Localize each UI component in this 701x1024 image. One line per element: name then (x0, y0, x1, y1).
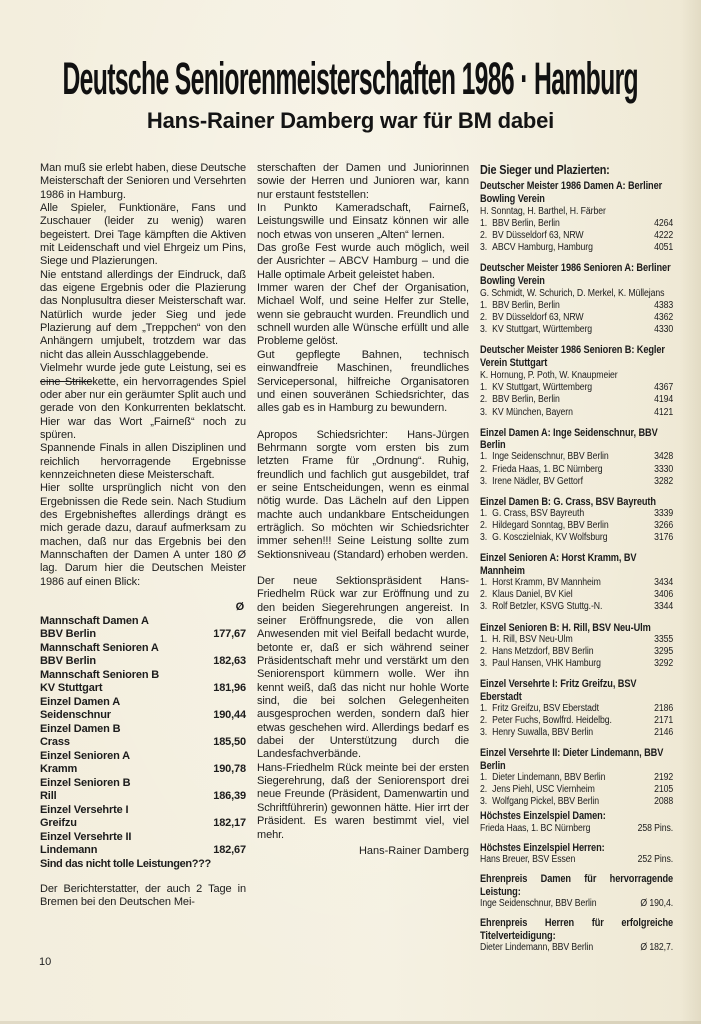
paragraph (40, 202, 246, 269)
ranking-row (480, 451, 673, 463)
page-number: 10 (39, 956, 52, 968)
result-section (480, 262, 673, 336)
rank-number: 1. (480, 382, 488, 394)
ranking-row (480, 646, 673, 658)
competitor-name: Paul Hansen, VHK Hamburg (492, 658, 601, 670)
rank-number: 1. (480, 218, 488, 229)
rank-number: 2. (480, 394, 488, 406)
paragraph (40, 269, 246, 362)
rank-number: 1. (480, 451, 488, 463)
competitor-name: Rolf Betzler, KSVG Stuttg.-N. (492, 601, 603, 613)
average-value: 185,50 (213, 736, 246, 748)
special-awards (480, 810, 673, 954)
result-row (40, 736, 246, 750)
paragraph (40, 162, 246, 202)
ranking-row (480, 407, 673, 419)
pins-total: 3339 (654, 508, 674, 520)
award-title: Ehrenpreis Damen für hervorragende Leistung: (480, 873, 674, 898)
competitor-name: KV Stuttgart, Württemberg (492, 324, 593, 336)
award-title: Ehrenpreis Herren für erfolgreiche Titelverteidigung: (480, 917, 674, 942)
rank-number: 2. (480, 784, 488, 796)
rank-number: 3. (480, 475, 488, 487)
page-subtitle: Hans-Rainer Damberg war für BM dabei (146, 108, 555, 133)
page-title: Deutsche Seniorenmeisterschaften 1986 · Hamburg (62, 53, 639, 104)
section-title: Deutscher Meister 1986 Damen A: Berliner Bowling Verein (480, 180, 663, 205)
special-award (480, 873, 673, 910)
award-title: Höchstes Einzelspiel Herren: (480, 841, 605, 854)
competitor-name: Frieda Haas, 1. BC Nürnberg (492, 463, 603, 475)
result-category: Einzel Damen A (40, 695, 121, 708)
result-section (480, 427, 673, 488)
result-section (480, 180, 673, 254)
text-segment: kette, ein hervorragendes Spiel oder aber nur ein geräumter Split auch und gerade von den Konkurrenten beklatscht. Hier war das Wort „Fairneß“ noch zu spüren. (40, 375, 246, 441)
continuation-text: Der Berichterstatter, der auch 2 Tage in Bremen bei den Deutschen Mei- (40, 883, 246, 909)
result-category: Einzel Damen B (40, 722, 121, 735)
ranking-row (480, 520, 673, 532)
text-segment: Hans-Friedhelm Rück meinte bei der ersten Siegerehrung, daß der Seniorensport drei neue Freunde (Präsident, Damenwartin und Schriftführerin) gewonnen hätte. Hier irrt der Präsident. Es waren bestimmt viel, viel mehr. (257, 761, 469, 841)
text-segment: In Punkto Kameradschaft, Fairneß, Leistungswille und Einsatz können wir alle noch etwas von unseren „Alten“ lernen. (257, 202, 469, 241)
special-award (480, 842, 673, 867)
result-row (40, 709, 246, 723)
award-value: 258 Pins. (637, 822, 674, 834)
competitor-name: ABCV Hamburg, Hamburg (492, 242, 593, 254)
section-title: Einzel Senioren B: H. Rill, BSV Neu-Ulm (480, 621, 651, 634)
winner-name: Kramm (40, 763, 78, 775)
competitor-name: Peter Fuchs, Bowlfrd. Heidelbg. (492, 715, 612, 727)
ranking-row (480, 577, 673, 589)
result-row (40, 655, 246, 669)
text-segment: Nie entstand allerdings der Eindruck, daß das eigene Ergebnis oder die Plazierung das Nonplusultra dieser Meisterschaft war. Natürlich wurde jeder Sieg und jede Plazierung auf dem „Treppchen“ von den Anhängern umjubelt, trotzdem war das nicht das allein Ausschlaggebende. (40, 268, 246, 361)
competitor-name: BBV Berlin, Berlin (492, 218, 560, 229)
winner-name: Seidenschnur (40, 709, 111, 721)
ranking-row (480, 772, 673, 784)
ranking-row (480, 715, 673, 727)
result-row (40, 628, 246, 642)
award-value: 252 Pins. (637, 854, 674, 866)
competitor-name: Wolfgang Pickel, BBV Berlin (492, 796, 599, 808)
rank-number: 3. (480, 658, 488, 670)
result-sections (480, 180, 673, 808)
average-value: 182,63 (213, 655, 246, 667)
ranking-row (480, 508, 673, 520)
pins-total: 2088 (654, 796, 674, 808)
award-winner: Hans Breuer, BSV Essen (480, 854, 576, 866)
winner-name: Crass (40, 736, 70, 748)
rank-number: 2. (480, 230, 488, 242)
result-section (480, 747, 673, 808)
paragraph (257, 282, 469, 349)
paragraph (257, 575, 469, 762)
result-section (480, 344, 673, 418)
pins-total: 3292 (654, 658, 674, 670)
section-title: Deutscher Meister 1986 Senioren B: Kegler Verein Stuttgart (480, 344, 665, 369)
competitor-name: KV München, Bayern (492, 406, 573, 418)
pins-total: 3344 (654, 601, 674, 613)
text-segment: Gut gepflegte Bahnen, technisch einwandfreie Maschinen, freundliches Servicepersonal, hilfreiche Organisatoren und einen souveränen Schiedsrichter, das alles gab es in Hamburg zu bewundern. (257, 348, 469, 415)
team-players: G. Schmidt, W. Schurich, D. Merkel, K. Müllejans (480, 288, 665, 300)
result-category: Einzel Senioren A (40, 749, 130, 762)
section-title: Einzel Senioren A: Horst Kramm, BV Mannheim (480, 552, 637, 577)
special-award (480, 917, 673, 954)
competitor-name: BBV Berlin, Berlin (492, 394, 560, 406)
text-segment: sterschaften der Damen und Juniorinnen sowie der Herren und Junioren war, kann nur erstaunt feststellen: (257, 162, 469, 201)
rank-number: 1. (480, 703, 488, 715)
rank-number: 3. (480, 324, 488, 336)
ranking-row (480, 464, 673, 476)
special-award (480, 810, 673, 835)
team-players: H. Sonntag, H. Barthel, H. Färber (480, 205, 606, 217)
result-category: Einzel Versehrte I (40, 803, 129, 816)
pins-total: 4121 (654, 406, 674, 418)
winner-name: BBV Berlin (40, 628, 96, 640)
competitor-name: G. Kosczielniak, KV Wolfsburg (492, 532, 608, 544)
struck-text: eine Strike (40, 375, 93, 388)
paragraph (40, 442, 246, 482)
result-category: Mannschaft Senioren A (40, 641, 159, 654)
average-value: 186,39 (213, 790, 246, 802)
ranking-row (480, 218, 673, 230)
pins-total: 2105 (654, 784, 674, 796)
ranking-row (480, 703, 673, 715)
paragraph (257, 242, 469, 282)
team-players: K. Hornung, P. Poth, W. Knaupmeier (480, 370, 618, 382)
paragraph (257, 202, 469, 242)
text-segment: Vielmehr wurde jede gute Leistung, sei es (40, 362, 246, 375)
award-winner: Inge Seidenschnur, BBV Berlin (480, 898, 597, 910)
column-2-paragraphs (257, 162, 469, 842)
average-value: 190,44 (213, 709, 246, 721)
column-2 (257, 162, 469, 954)
results-footer: Sind das nicht tolle Leistungen??? (40, 857, 211, 870)
pins-total: 3282 (654, 475, 674, 487)
rank-number: 3. (480, 532, 488, 544)
rank-number: 2. (480, 463, 488, 475)
rank-number: 2. (480, 715, 488, 727)
average-value: 182,17 (213, 817, 246, 829)
title-wrap (0, 53, 701, 104)
pins-total: 3355 (654, 633, 674, 645)
section-title: Einzel Versehrte I: Fritz Greifzu, BSV Eberstadt (480, 678, 637, 703)
rank-number: 1. (480, 577, 488, 589)
text-segment: Hier sollte ursprünglich nicht von den Ergebnissen die Rede sein. Nach Studium des Ergebnisheftes allerdings drängt es mich gerade dazu, darauf aufmerksam zu machen, daß nur das Ergebnis bei den Mannschaften der Damen A unter 180 Ø lag. Darum hier die Deutschen Meister 1986 auf einen Blick: (40, 482, 246, 588)
ranking-row (480, 634, 673, 646)
rank-number: 3. (480, 796, 488, 808)
ranking-row (480, 394, 673, 406)
award-row (480, 854, 673, 866)
pins-total: 4051 (654, 242, 674, 254)
text-segment: Der neue Sektionspräsident Hans-Friedhelm Rück war zur Eröffnung und zu den beiden Siegerehrungen angereist. In seiner Eröffnungsrede, die von allen Anwesenden mit viel Beifall bedacht wurde, betonte er, daß er sich während seiner Präsidentschaft mehr und verstärkt um den Seniorensport kümmern wolle. Wer ihn kennt weiß, daß das nicht nur hohle Worte sind, die bei solchen Gelegenheiten ausgesprochen werden, sondern daß hier etwas geschehen wird. Allerdings bedarf es dabei der Unterstützung durch die Landesfachverbände. (257, 574, 469, 761)
ranking-row (480, 784, 673, 796)
text-segment: Immer waren der Chef der Organisation, Michael Wolf, und seine Helfer zur Stelle, wenn sie gebraucht wurden. Freundlich und schnell wurden alle Wünsche erfüllt und alle Probleme gelöst. (257, 282, 469, 348)
rank-number: 2. (480, 312, 488, 324)
result-row (40, 817, 246, 831)
award-value: Ø 182,7. (640, 942, 674, 954)
pins-total: 4194 (654, 394, 674, 406)
paragraph (257, 162, 469, 202)
result-row (40, 844, 246, 858)
pins-total: 2192 (654, 772, 674, 784)
competitor-name: G. Crass, BSV Bayreuth (492, 508, 585, 520)
average-symbol-header: Ø (235, 601, 244, 613)
ranking-row (480, 242, 673, 254)
winner-name: KV Stuttgart (40, 682, 103, 694)
text-segment: Spannende Finals in allen Disziplinen und reichlich hervorragende Ergebnisse kennzeichneten diese Meisterschaft. (40, 442, 246, 481)
competitor-name: Henry Suwalla, BBV Berlin (492, 727, 594, 739)
winner-name: Lindemann (40, 844, 98, 856)
pins-total: 3176 (654, 532, 674, 544)
pins-total: 4222 (654, 230, 674, 242)
winner-name: Greifzu (40, 817, 77, 829)
award-value: Ø 190,4. (640, 898, 674, 910)
average-value: 182,67 (213, 844, 246, 856)
result-category: Einzel Versehrte II (40, 830, 132, 843)
rank-number: 1. (480, 633, 488, 645)
ranking-row (480, 658, 673, 670)
pins-total: 3266 (654, 520, 674, 532)
ranking-row (480, 476, 673, 488)
competitor-name: KV Stuttgart, Württemberg (492, 382, 593, 394)
section-title: Deutscher Meister 1986 Senioren A: Berliner Bowling Verein (480, 262, 671, 287)
ranking-row (480, 796, 673, 808)
pins-total: 3406 (654, 589, 674, 601)
ranking-row (480, 532, 673, 544)
average-value: 177,67 (213, 628, 246, 640)
pins-total: 4383 (654, 300, 674, 312)
award-row (480, 942, 673, 954)
results-summary-table (40, 601, 246, 871)
result-section (480, 678, 673, 739)
winner-name: Rill (40, 790, 57, 802)
ranking-row (480, 727, 673, 739)
paragraph (40, 482, 246, 589)
text-segment: Apropos Schiedsrichter: Hans-Jürgen Behrmann sorgte vom ersten bis zum letzten Frame für „Ordnung“. Ruhig, freundlich und fachlich gut ausgebildet, traf er seine Entscheidungen, wenn es einmal nötig wurde. Das Lächeln auf den Lippen machte auch undankbare Entscheidungen erträglich. So möchten wir Schiedsrichter immer sehen!!! Seine Leistung sollte zum Sektionsniveau (Standard) erhoben werden. (257, 428, 469, 561)
rank-number: 2. (480, 646, 488, 658)
competitor-name: Jens Piehl, USC Viernheim (492, 784, 595, 796)
ranking-row (480, 601, 673, 613)
author-signature: Hans-Rainer Damberg (358, 844, 469, 857)
text-segment: Das große Fest wurde auch möglich, weil der Ausrichter – ABCV Hamburg – und die Halle optimale Arbeit geleistet haben. (257, 242, 469, 281)
pins-total: 3295 (654, 646, 674, 658)
result-section (480, 552, 673, 613)
ranking-row (480, 382, 673, 394)
rank-number: 3. (480, 406, 488, 418)
competitor-name: Irene Nädler, BV Gettorf (492, 475, 583, 487)
competitor-name: BV Düsseldorf 63, NRW (492, 230, 584, 242)
pins-total: 4264 (654, 218, 674, 229)
competitor-name: Hans Metzdorf, BBV Berlin (492, 646, 594, 658)
rank-number: 3. (480, 242, 488, 254)
ranking-row (480, 230, 673, 242)
column-1-paragraphs (40, 162, 246, 589)
average-value: 181,96 (213, 682, 246, 694)
pins-total: 4362 (654, 312, 674, 324)
winner-name: BBV Berlin (40, 655, 96, 667)
result-row (40, 763, 246, 777)
rank-number: 2. (480, 520, 488, 532)
ranking-row (480, 312, 673, 324)
rank-number: 2. (480, 589, 488, 601)
text-segment: Man muß sie erlebt haben, diese Deutsche Meisterschaft der Senioren und Versehrten 1986 in Hamburg. (40, 162, 246, 201)
rank-number: 1. (480, 300, 488, 312)
competitor-name: Dieter Lindemann, BBV Berlin (492, 772, 606, 784)
pins-total: 2186 (654, 703, 674, 715)
average-value: 190,78 (213, 763, 246, 775)
competitor-name: H. Rill, BSV Neu-Ulm (492, 633, 573, 645)
article-header (0, 0, 701, 134)
rank-number: 3. (480, 601, 488, 613)
pins-total: 2171 (654, 715, 674, 727)
pins-total: 3428 (654, 451, 674, 463)
competitor-name: Horst Kramm, BV Mannheim (492, 577, 601, 589)
competitor-name: BBV Berlin, Berlin (492, 300, 560, 312)
pins-total: 3330 (654, 463, 674, 475)
pins-total: 2146 (654, 727, 674, 739)
text-segment: Alle Spieler, Funktionäre, Fans und Zuschauer (leider zu wenig) waren begeistert. Drei Tage kämpften die Aktiven mit Leidenschaft und viel Ehrgeiz um Pins, Siege und Plazierungen. (40, 202, 246, 268)
competitor-name: Hildegard Sonntag, BBV Berlin (492, 520, 609, 532)
result-row (40, 682, 246, 696)
result-section (480, 622, 673, 671)
paragraph (257, 762, 469, 842)
competitor-name: Klaus Daniel, BV Kiel (492, 589, 573, 601)
ranking-row (480, 589, 673, 601)
rank-number: 3. (480, 727, 488, 739)
competitor-name: BV Düsseldorf 63, NRW (492, 312, 584, 324)
competitor-name: Fritz Greifzu, BSV Eberstadt (492, 703, 600, 715)
result-category: Mannschaft Damen A (40, 614, 149, 627)
paragraph (40, 362, 246, 442)
pins-total: 3434 (654, 577, 674, 589)
section-title: Einzel Damen A: Inge Seidenschnur, BBV Berlin (480, 426, 658, 452)
award-title: Höchstes Einzelspiel Damen: (480, 810, 606, 823)
column-3-results (480, 162, 673, 954)
result-row (40, 790, 246, 804)
award-winner: Frieda Haas, 1. BC Nürnberg (480, 822, 591, 834)
section-title: Einzel Versehrte II: Dieter Lindemann, BBV Berlin (480, 747, 664, 772)
ranking-row (480, 300, 673, 312)
result-section (480, 496, 673, 545)
result-category: Mannschaft Senioren B (40, 668, 160, 681)
column-1 (40, 162, 246, 954)
paragraph (257, 349, 469, 416)
rank-number: 1. (480, 508, 488, 520)
competitor-name: Inge Seidenschnur, BBV Berlin (492, 451, 609, 463)
winners-heading: Die Sieger und Plazierten: (480, 163, 610, 177)
pins-total: 4367 (654, 382, 674, 394)
award-row (480, 823, 673, 835)
pins-total: 4330 (654, 324, 674, 336)
award-winner: Dieter Lindemann, BBV Berlin (480, 942, 594, 954)
award-row (480, 898, 673, 910)
ranking-row (480, 324, 673, 336)
rank-number: 1. (480, 772, 488, 784)
results-summary-rows (40, 615, 246, 858)
three-column-layout (0, 162, 701, 954)
paragraph (257, 429, 469, 562)
section-title: Einzel Damen B: G. Crass, BSV Bayreuth (480, 495, 656, 508)
result-category: Einzel Senioren B (40, 776, 131, 789)
